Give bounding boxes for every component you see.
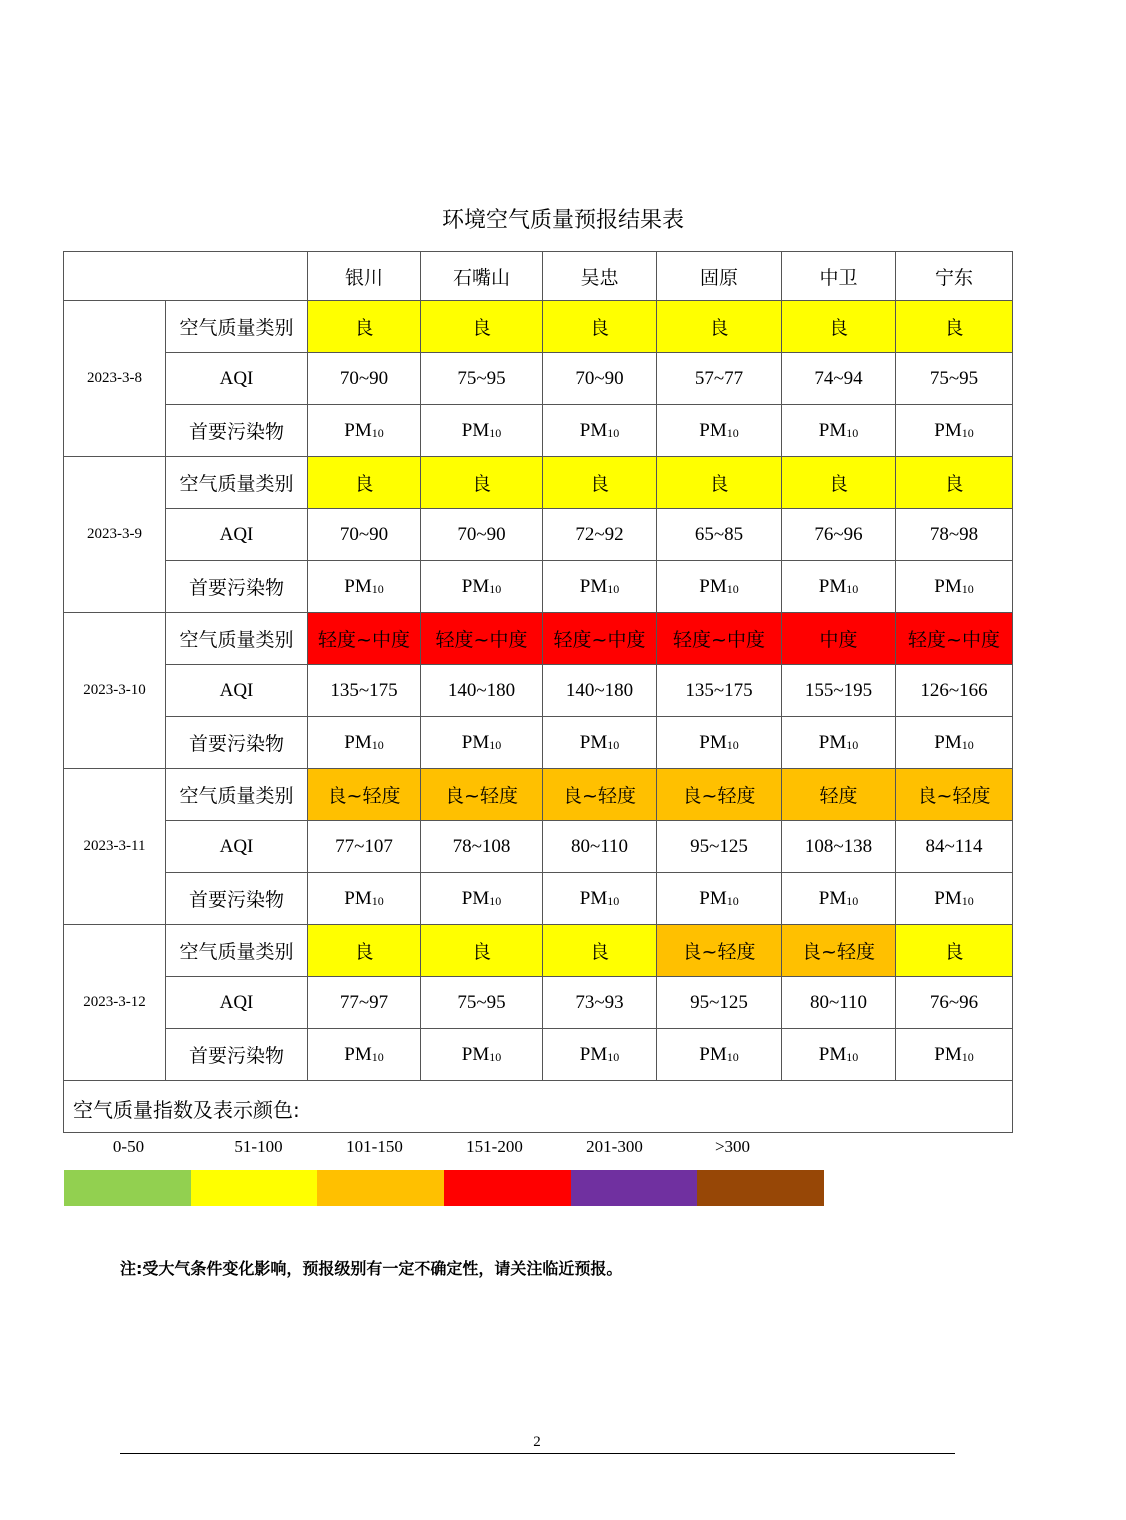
category-cell: 良 — [543, 925, 657, 977]
pollutant-cell — [657, 405, 782, 457]
category-cell: 良 — [308, 925, 421, 977]
aqi-cell: 140~180 — [543, 665, 657, 717]
pollutant-subscript: 10 — [961, 737, 974, 752]
pollutant-cell — [421, 717, 543, 769]
row-label-category: 空气质量类别 — [166, 613, 308, 665]
category-cell: 良 — [896, 457, 1013, 509]
aqi-cell: 78~98 — [896, 509, 1013, 561]
forecast-table — [63, 251, 1013, 1156]
pollutant-main: PM — [818, 575, 847, 597]
pollutant-cell — [421, 1029, 543, 1081]
pollutant-main: PM — [934, 731, 962, 753]
aqi-cell: 65~85 — [657, 509, 782, 561]
pollutant-subscript: 10 — [607, 425, 620, 440]
category-cell: 良 — [421, 301, 543, 353]
pollutant-cell — [308, 873, 421, 925]
aqi-row — [64, 353, 1013, 405]
pollutant-cell — [421, 405, 543, 457]
pollutant-subscript: 10 — [846, 425, 859, 440]
legend-color-bar — [64, 1170, 824, 1206]
aqi-cell: 70~90 — [543, 353, 657, 405]
pollutant-main: PM — [461, 419, 490, 441]
pollutant-subscript: 10 — [489, 425, 502, 440]
legend-range-label: >300 — [714, 1137, 751, 1156]
aqi-cell: 75~95 — [421, 353, 543, 405]
legend-cell — [64, 1081, 1013, 1156]
category-row — [64, 457, 1013, 509]
category-cell: 良 — [657, 301, 782, 353]
aqi-row — [64, 665, 1013, 717]
aqi-cell: 76~96 — [896, 977, 1013, 1029]
row-label-aqi: AQI — [166, 977, 308, 1029]
date-cell: 2023-3-10 — [64, 613, 166, 769]
city-header: 固原 — [657, 252, 782, 301]
pollutant-main: PM — [579, 731, 608, 753]
aqi-cell: 75~95 — [896, 353, 1013, 405]
row-label-aqi: AQI — [166, 821, 308, 873]
category-cell: 良 — [543, 301, 657, 353]
category-cell: 良 — [543, 457, 657, 509]
city-header: 宁东 — [896, 252, 1013, 301]
aqi-row — [64, 821, 1013, 873]
pollutant-main: PM — [344, 731, 372, 753]
pollutant-main: PM — [579, 575, 608, 597]
pollutant-cell — [543, 873, 657, 925]
page-title: 环境空气质量预报结果表 — [441, 208, 684, 233]
pollutant-main: PM — [699, 887, 727, 909]
pollutant-cell — [896, 717, 1013, 769]
category-cell: 良~轻度 — [657, 769, 782, 821]
legend-swatch — [64, 1170, 191, 1206]
pollutant-cell — [543, 1029, 657, 1081]
aqi-row — [64, 509, 1013, 561]
pollutant-subscript: 10 — [489, 1049, 502, 1064]
category-cell: 良 — [896, 301, 1013, 353]
aqi-cell: 95~125 — [657, 821, 782, 873]
aqi-cell: 75~95 — [421, 977, 543, 1029]
pollutant-subscript: 10 — [846, 737, 859, 752]
aqi-cell: 84~114 — [896, 821, 1013, 873]
pollutant-cell — [782, 1029, 896, 1081]
category-cell: 轻度~中度 — [543, 613, 657, 665]
pollutant-cell — [308, 717, 421, 769]
category-row — [64, 925, 1013, 977]
pollutant-cell — [896, 873, 1013, 925]
pollutant-main: PM — [934, 887, 962, 909]
category-cell: 轻度~中度 — [657, 613, 782, 665]
pollutant-subscript: 10 — [371, 581, 384, 596]
pollutant-cell — [782, 717, 896, 769]
legend-swatch — [317, 1170, 444, 1206]
pollutant-subscript: 10 — [846, 581, 859, 596]
aqi-cell: 72~92 — [543, 509, 657, 561]
row-label-pollutant: 首要污染物 — [166, 873, 308, 925]
aqi-cell: 80~110 — [543, 821, 657, 873]
date-cell: 2023-3-8 — [64, 301, 166, 457]
aqi-cell: 57~77 — [657, 353, 782, 405]
header-row — [64, 252, 1013, 301]
pollutant-main: PM — [699, 731, 727, 753]
pollutant-subscript: 10 — [489, 893, 502, 908]
pollutant-subscript: 10 — [726, 581, 739, 596]
pollutant-row — [64, 717, 1013, 769]
pollutant-main: PM — [461, 575, 490, 597]
category-cell: 轻度 — [782, 769, 896, 821]
pollutant-main: PM — [934, 575, 962, 597]
pollutant-main: PM — [818, 1043, 847, 1065]
pollutant-subscript: 10 — [607, 893, 620, 908]
pollutant-main: PM — [699, 1043, 727, 1065]
pollutant-cell — [782, 561, 896, 613]
pollutant-cell — [657, 717, 782, 769]
pollutant-cell — [421, 561, 543, 613]
legend-labels — [64, 1137, 824, 1159]
category-row — [64, 301, 1013, 353]
pollutant-subscript: 10 — [726, 893, 739, 908]
category-cell: 良 — [782, 301, 896, 353]
pollutant-cell — [657, 561, 782, 613]
pollutant-cell — [657, 1029, 782, 1081]
pollutant-cell — [896, 405, 1013, 457]
category-cell: 良 — [308, 301, 421, 353]
category-row — [64, 613, 1013, 665]
category-cell: 良~轻度 — [543, 769, 657, 821]
pollutant-subscript: 10 — [607, 581, 620, 596]
category-cell: 良~轻度 — [657, 925, 782, 977]
pollutant-subscript: 10 — [726, 737, 739, 752]
pollutant-cell — [308, 405, 421, 457]
pollutant-main: PM — [818, 731, 847, 753]
pollutant-subscript: 10 — [726, 425, 739, 440]
row-label-pollutant: 首要污染物 — [166, 561, 308, 613]
pollutant-row — [64, 405, 1013, 457]
pollutant-subscript: 10 — [607, 1049, 620, 1064]
legend-swatch — [191, 1170, 318, 1206]
pollutant-cell — [308, 1029, 421, 1081]
pollutant-subscript: 10 — [371, 425, 384, 440]
pollutant-subscript: 10 — [371, 893, 384, 908]
category-cell: 良~轻度 — [308, 769, 421, 821]
page-number: 2 — [533, 1434, 541, 1450]
pollutant-subscript: 10 — [846, 893, 859, 908]
pollutant-main: PM — [579, 419, 608, 441]
category-row — [64, 769, 1013, 821]
legend-range-label: 51-100 — [234, 1137, 283, 1156]
legend-swatch — [444, 1170, 571, 1206]
pollutant-subscript: 10 — [961, 425, 974, 440]
pollutant-cell — [543, 561, 657, 613]
row-label-aqi: AQI — [166, 353, 308, 405]
row-label-aqi: AQI — [166, 665, 308, 717]
pollutant-subscript: 10 — [846, 1049, 859, 1064]
pollutant-main: PM — [344, 419, 372, 441]
pollutant-row — [64, 1029, 1013, 1081]
city-header: 中卫 — [782, 252, 896, 301]
city-header: 石嘴山 — [421, 252, 543, 301]
legend-range-label: 201-300 — [586, 1137, 643, 1156]
pollutant-main: PM — [461, 1043, 490, 1065]
row-label-pollutant: 首要污染物 — [166, 717, 308, 769]
pollutant-main: PM — [934, 1043, 962, 1065]
category-cell: 良~轻度 — [782, 925, 896, 977]
pollutant-cell — [543, 717, 657, 769]
pollutant-main: PM — [934, 419, 962, 441]
pollutant-subscript: 10 — [371, 1049, 384, 1064]
pollutant-cell — [896, 1029, 1013, 1081]
pollutant-subscript: 10 — [961, 581, 974, 596]
pollutant-subscript: 10 — [371, 737, 384, 752]
legend-swatch — [697, 1170, 824, 1206]
pollutant-row — [64, 561, 1013, 613]
aqi-cell: 135~175 — [657, 665, 782, 717]
pollutant-cell — [308, 561, 421, 613]
aqi-cell: 73~93 — [543, 977, 657, 1029]
pollutant-main: PM — [461, 887, 490, 909]
aqi-cell: 140~180 — [421, 665, 543, 717]
pollutant-main: PM — [818, 887, 847, 909]
pollutant-main: PM — [818, 419, 847, 441]
category-cell: 良 — [896, 925, 1013, 977]
aqi-cell: 77~107 — [308, 821, 421, 873]
legend-range-label: 151-200 — [466, 1137, 523, 1156]
pollutant-row — [64, 873, 1013, 925]
pollutant-cell — [782, 405, 896, 457]
category-cell: 良 — [421, 925, 543, 977]
aqi-cell: 70~90 — [308, 353, 421, 405]
aqi-cell: 70~90 — [308, 509, 421, 561]
category-cell: 良~轻度 — [421, 769, 543, 821]
category-cell: 良~轻度 — [896, 769, 1013, 821]
date-cell: 2023-3-9 — [64, 457, 166, 613]
pollutant-cell — [896, 561, 1013, 613]
pollutant-main: PM — [699, 575, 727, 597]
pollutant-subscript: 10 — [961, 1049, 974, 1064]
pollutant-subscript: 10 — [726, 1049, 739, 1064]
category-cell: 轻度~中度 — [308, 613, 421, 665]
pollutant-main: PM — [344, 1043, 372, 1065]
row-label-category: 空气质量类别 — [166, 769, 308, 821]
pollutant-cell — [543, 405, 657, 457]
pollutant-subscript: 10 — [607, 737, 620, 752]
city-header: 吴忠 — [543, 252, 657, 301]
category-cell: 良 — [421, 457, 543, 509]
pollutant-cell — [782, 873, 896, 925]
aqi-cell: 78~108 — [421, 821, 543, 873]
pollutant-main: PM — [579, 887, 608, 909]
aqi-cell: 70~90 — [421, 509, 543, 561]
aqi-cell: 95~125 — [657, 977, 782, 1029]
aqi-row — [64, 977, 1013, 1029]
row-label-category: 空气质量类别 — [166, 925, 308, 977]
row-label-category: 空气质量类别 — [166, 457, 308, 509]
pollutant-main: PM — [461, 731, 490, 753]
pollutant-main: PM — [344, 887, 372, 909]
category-cell: 良 — [782, 457, 896, 509]
aqi-cell: 77~97 — [308, 977, 421, 1029]
footer-rule — [120, 1453, 955, 1454]
category-cell: 良 — [657, 457, 782, 509]
aqi-cell: 108~138 — [782, 821, 896, 873]
row-label-pollutant: 首要污染物 — [166, 1029, 308, 1081]
city-header: 银川 — [308, 252, 421, 301]
date-cell: 2023-3-11 — [64, 769, 166, 925]
pollutant-main: PM — [579, 1043, 608, 1065]
corner-cell — [64, 252, 308, 301]
category-cell: 中度 — [782, 613, 896, 665]
legend-range-label: 0-50 — [112, 1137, 145, 1156]
pollutant-subscript: 10 — [489, 581, 502, 596]
category-cell: 良 — [308, 457, 421, 509]
legend-title: 空气质量指数及表示颜色: — [73, 1098, 300, 1122]
category-cell: 轻度~中度 — [421, 613, 543, 665]
legend-swatch — [571, 1170, 698, 1206]
pollutant-cell — [421, 873, 543, 925]
row-label-category: 空气质量类别 — [166, 301, 308, 353]
date-cell: 2023-3-12 — [64, 925, 166, 1081]
pollutant-main: PM — [344, 575, 372, 597]
pollutant-cell — [657, 873, 782, 925]
aqi-cell: 155~195 — [782, 665, 896, 717]
footnote: 注:受大气条件变化影响，预报级别有一定不确定性，请关注临近预报。 — [120, 1259, 623, 1278]
legend-range-label: 101-150 — [346, 1137, 403, 1156]
aqi-cell: 126~166 — [896, 665, 1013, 717]
row-label-aqi: AQI — [166, 509, 308, 561]
aqi-cell: 76~96 — [782, 509, 896, 561]
pollutant-main: PM — [699, 419, 727, 441]
aqi-cell: 135~175 — [308, 665, 421, 717]
legend-row — [64, 1081, 1013, 1133]
row-label-pollutant: 首要污染物 — [166, 405, 308, 457]
pollutant-subscript: 10 — [961, 893, 974, 908]
pollutant-subscript: 10 — [489, 737, 502, 752]
aqi-cell: 80~110 — [782, 977, 896, 1029]
aqi-cell: 74~94 — [782, 353, 896, 405]
category-cell: 轻度~中度 — [896, 613, 1013, 665]
